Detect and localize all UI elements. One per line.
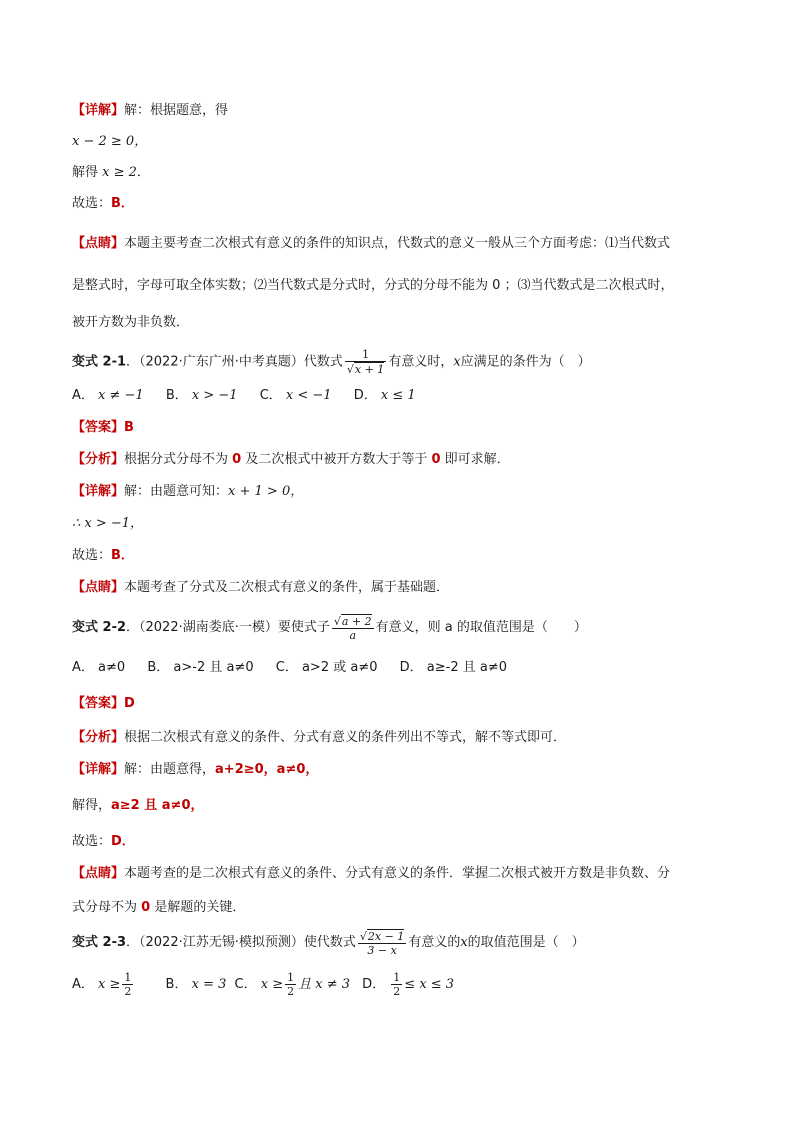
fraction-denominator: 2 bbox=[287, 985, 295, 998]
jiede-math: x ≥ 2 bbox=[102, 165, 137, 180]
fraction-half bbox=[285, 971, 296, 998]
option-key: C． bbox=[275, 660, 298, 675]
option-b bbox=[166, 977, 227, 992]
dianjing-text-1: 本题主要考查二次根式有意义的条件的知识点，代数式的意义一般从三个方面考虑：⑴当代数式 bbox=[124, 236, 671, 251]
option-key: D． bbox=[362, 977, 386, 992]
answer-line-2-2 bbox=[72, 694, 135, 714]
dianjing-text: 本题考查了分式及二次根式有意义的条件，属于基础题． bbox=[124, 580, 450, 595]
option-value: x > −1 bbox=[191, 388, 238, 403]
fenxi-line-2-1 bbox=[72, 450, 510, 470]
answer-tag: 【答案】 bbox=[72, 696, 125, 711]
option-d bbox=[362, 971, 455, 998]
option-value: a≥-2 且 a≠0 bbox=[426, 660, 508, 675]
option-value: a>-2 且 a≠0 bbox=[173, 660, 254, 675]
option-key: D． bbox=[353, 388, 377, 403]
jiede-prefix: 解得 bbox=[72, 165, 103, 180]
sqrt-radicand: 2x − 1 bbox=[367, 929, 405, 943]
jiede-line-2-2 bbox=[72, 796, 204, 816]
inequality-1: x − 2 ≥ 0， bbox=[72, 134, 148, 149]
sqrt-radicand: x + 1 bbox=[354, 363, 385, 376]
variant-2-2-question bbox=[72, 612, 587, 644]
fraction-numerator: √a + 2 bbox=[333, 614, 372, 628]
fenxi-tag: 【分析】 bbox=[72, 452, 125, 467]
fenxi-tag: 【分析】 bbox=[72, 730, 125, 745]
fraction-denominator: 3 − x bbox=[358, 943, 406, 957]
xiangjie-tag: 【详解】 bbox=[72, 762, 125, 777]
option-b bbox=[166, 388, 238, 403]
variant-source: ．（2022·广东广州·中考真题）代数式 bbox=[126, 354, 343, 370]
option-c bbox=[260, 388, 332, 403]
fraction-sqrt-over-a bbox=[332, 614, 374, 642]
option-tail: ≤ x ≤ 3 bbox=[404, 977, 455, 992]
option-key: A． bbox=[72, 660, 94, 675]
variant-source: ．（2022·江苏无锡·模拟预测）使代数式 bbox=[126, 935, 356, 950]
fraction-denominator: √x + 1 bbox=[346, 363, 385, 376]
option-key: B． bbox=[165, 388, 188, 403]
answer-value: B bbox=[124, 420, 134, 435]
jiede-math: a≥2 且 a≠0， bbox=[111, 798, 204, 813]
guxuan-line-2-1 bbox=[72, 546, 134, 566]
dianjing-text-2c: 是解题的关键． bbox=[150, 900, 246, 915]
dianjing-line-3: 被开方数为非负数． bbox=[72, 315, 190, 330]
dianjing-text-2b: 0 bbox=[141, 900, 151, 915]
xiangjie-line-2-2 bbox=[72, 760, 318, 780]
fenxi-line-2-2 bbox=[72, 728, 566, 748]
option-tail: 且 x ≠ 3 bbox=[298, 977, 350, 992]
dianjing-tag: 【点睛】 bbox=[72, 866, 125, 881]
xiangjie-text: 解：由题意得， bbox=[124, 762, 216, 777]
fraction-numerator: 1 bbox=[124, 971, 132, 984]
jiede-line-1 bbox=[72, 163, 150, 183]
variable-x: x bbox=[453, 354, 461, 370]
guxuan-answer: B． bbox=[111, 196, 134, 211]
variant-after-2: 应满足的条件为（ ） bbox=[460, 354, 591, 370]
therefore-line: ∴ x > −1， bbox=[72, 516, 144, 531]
guxuan-answer: D． bbox=[111, 834, 135, 849]
option-b bbox=[147, 660, 253, 675]
variant-source: ．（2022·湖南娄底·一模）要使式子 bbox=[126, 620, 330, 635]
fenxi-text-c: 及二次根式中被开方数大于等于 bbox=[241, 452, 432, 467]
option-value: x ≥ bbox=[98, 977, 121, 992]
option-d bbox=[400, 660, 507, 675]
dianjing-line-2-2b bbox=[72, 898, 245, 918]
option-value: x = 3 bbox=[191, 977, 227, 992]
variant-label: 变式 2-1 bbox=[72, 354, 127, 370]
xiangjie-line-1 bbox=[72, 101, 228, 121]
jiede-prefix: 解得， bbox=[72, 798, 112, 813]
variant-2-3-options bbox=[72, 970, 454, 1000]
fraction-numerator: 1 bbox=[393, 971, 401, 984]
option-key: A． bbox=[72, 388, 94, 403]
fenxi-text: 根据二次根式有意义的条件、分式有意义的条件列出不等式，解不等式即可． bbox=[124, 730, 567, 745]
option-key: C． bbox=[234, 977, 257, 992]
xiangjie-math: x + 1 > 0， bbox=[228, 484, 304, 499]
option-d bbox=[354, 388, 416, 403]
guxuan-prefix: 故选： bbox=[72, 834, 112, 849]
sqrt-radicand: a + 2 bbox=[341, 614, 372, 628]
fraction-denominator: 2 bbox=[124, 985, 132, 998]
answer-line-2-1 bbox=[72, 418, 134, 438]
variant-after-2: 的取值范围是（ ） bbox=[467, 935, 585, 950]
variant-after: 有意义的 bbox=[408, 935, 461, 950]
option-a bbox=[72, 660, 125, 675]
variant-after: 有意义时， bbox=[388, 354, 454, 370]
dianjing-line-2-1 bbox=[72, 578, 449, 598]
option-c bbox=[234, 971, 350, 998]
fraction-denominator: a bbox=[332, 628, 374, 642]
option-key: A． bbox=[72, 977, 94, 992]
guxuan-line-1 bbox=[72, 194, 134, 214]
xiangjie-text: 解：根据题意，得 bbox=[124, 103, 229, 118]
fraction-sqrt-over-3-minus-x bbox=[358, 929, 406, 957]
variant-label: 变式 2-3 bbox=[72, 935, 127, 950]
option-key: C． bbox=[259, 388, 282, 403]
fraction-denominator: 2 bbox=[393, 985, 401, 998]
xiangjie-math: a+2≥0，a≠0， bbox=[215, 762, 319, 777]
fenxi-text-d: 0 bbox=[431, 452, 441, 467]
dianjing-line-2-2a bbox=[72, 864, 670, 884]
guxuan-prefix: 故选： bbox=[72, 196, 112, 211]
option-key: B． bbox=[165, 977, 188, 992]
fraction-numerator: √2x − 1 bbox=[359, 929, 405, 943]
option-value: x < −1 bbox=[285, 388, 332, 403]
variant-after: 有意义，则 a 的取值范围是（ ） bbox=[375, 620, 587, 635]
guxuan-line-2-2 bbox=[72, 832, 135, 852]
xiangjie-tag: 【详解】 bbox=[72, 103, 125, 118]
xiangjie-text: 解：由题意可知： bbox=[124, 484, 229, 499]
fraction-1-over-sqrt bbox=[345, 348, 386, 376]
variant-2-2-options bbox=[72, 658, 525, 678]
option-a bbox=[72, 971, 135, 998]
variant-2-3-question bbox=[72, 928, 585, 958]
option-key: D． bbox=[399, 660, 423, 675]
dianjing-tag: 【点睛】 bbox=[72, 580, 125, 595]
fraction-half bbox=[122, 971, 133, 998]
dianjing-line-2: 是整式时，字母可取全体实数；⑵当代数式是分式时，分式的分母不能为 0 ；⑶当代数式是二次根式时， bbox=[72, 278, 674, 293]
answer-tag: 【答案】 bbox=[72, 420, 125, 435]
fenxi-text-a: 根据分式分母不为 bbox=[124, 452, 233, 467]
fraction-half bbox=[391, 971, 402, 998]
answer-value: D bbox=[124, 696, 135, 711]
option-value: x ≥ bbox=[260, 977, 284, 992]
dianjing-text-1: 本题考查的是二次根式有意义的条件、分式有意义的条件．掌握二次根式被开方数是非负数、分 bbox=[124, 866, 671, 881]
xiangjie-tag: 【详解】 bbox=[72, 484, 125, 499]
variant-2-1-question bbox=[72, 348, 591, 376]
dianjing-text-2a: 式分母不为 bbox=[72, 900, 142, 915]
variant-2-1-options bbox=[72, 386, 434, 406]
fenxi-text-e: 即可求解． bbox=[440, 452, 510, 467]
fraction-numerator: 1 bbox=[362, 348, 370, 361]
option-value: a>2 或 a≠0 bbox=[301, 660, 378, 675]
guxuan-answer: B． bbox=[111, 548, 134, 563]
xiangjie-line-2-1 bbox=[72, 482, 303, 502]
dianjing-line-1 bbox=[72, 234, 670, 254]
fenxi-text-b: 0 bbox=[232, 452, 242, 467]
fraction-numerator: 1 bbox=[287, 971, 295, 984]
guxuan-prefix: 故选： bbox=[72, 548, 112, 563]
variant-label: 变式 2-2 bbox=[72, 620, 127, 635]
option-value: a≠0 bbox=[98, 660, 126, 675]
jiede-suffix: ． bbox=[136, 165, 150, 180]
option-key: B． bbox=[147, 660, 170, 675]
variable-x: x bbox=[460, 935, 468, 950]
option-value: x ≤ 1 bbox=[380, 388, 416, 403]
dianjing-tag: 【点睛】 bbox=[72, 236, 125, 251]
option-c bbox=[276, 660, 378, 675]
option-a bbox=[72, 388, 144, 403]
option-value: x ≠ −1 bbox=[98, 388, 144, 403]
